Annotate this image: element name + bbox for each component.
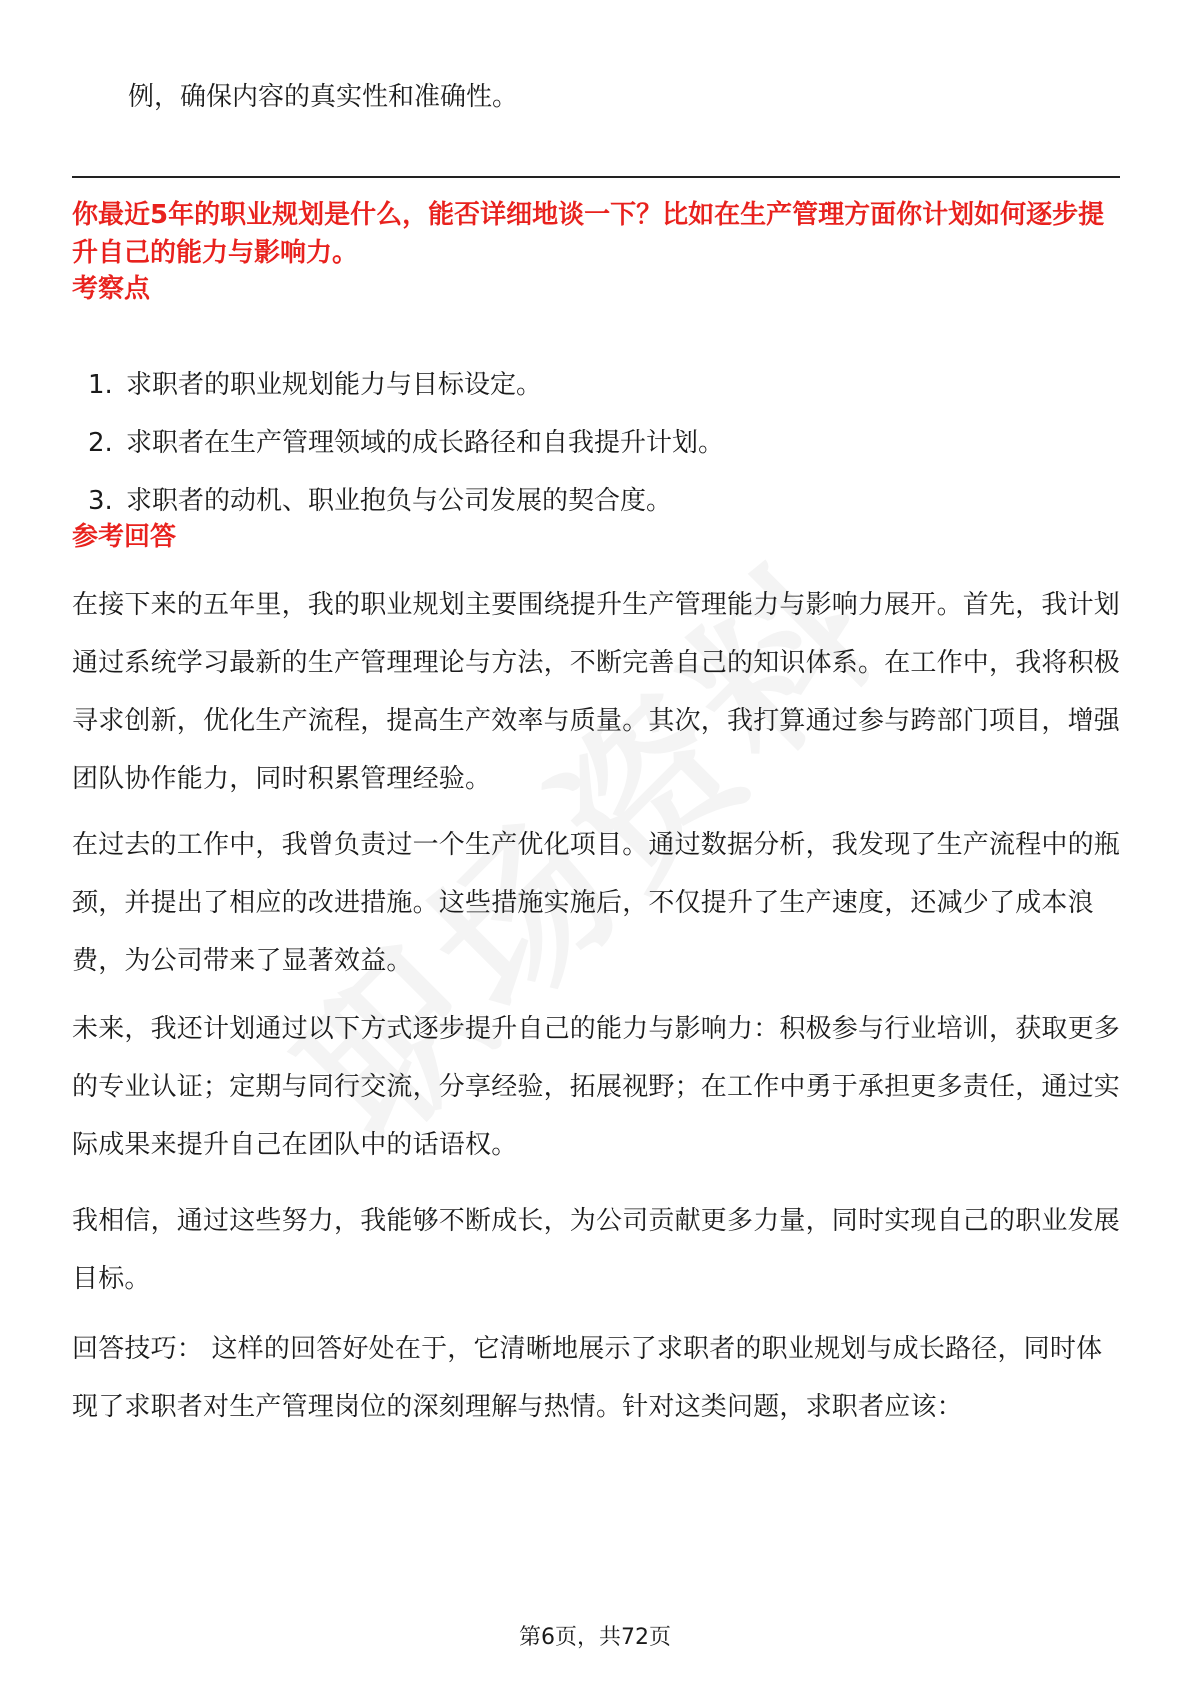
answer-title: 参考回答 xyxy=(72,522,177,552)
answer-paragraph-2: 在过去的工作中，我曾负责过一个生产优化项目。通过数据分析，我发现了生产流程中的瓶颈，并提出了相应的改进措施。这些措施实施后，不仅提升了生产速度，还减少了成本浪费，为公司带来了显著效益。 xyxy=(72,830,1121,976)
points-list xyxy=(88,365,1088,539)
list-text: 求职者的职业规划能力与目标设定。 xyxy=(126,370,543,400)
carry-over-text: 例，确保内容的真实性和准确性。 xyxy=(128,82,519,112)
list-number: 3. xyxy=(88,486,113,516)
tips-paragraph: 回答技巧： 这样的回答好处在于，它清晰地展示了求职者的职业规划与成长路径，同时体现了求职者对生产管理岗位的深刻理解与热情。针对这类问题，求职者应该： xyxy=(72,1334,1103,1422)
list-text: 求职者在生产管理领域的成长路径和自我提升计划。 xyxy=(126,428,725,458)
divider xyxy=(72,176,1120,178)
list-text: 求职者的动机、职业抱负与公司发展的契合度。 xyxy=(126,486,673,516)
list-item xyxy=(88,365,1088,423)
answer-paragraph-3: 未来，我还计划通过以下方式逐步提升自己的能力与影响力：积极参与行业培训，获取更多的专业认证；定期与同行交流，分享经验，拓展视野；在工作中勇于承担更多责任，通过实际成果来提升自己在团队中的话语权。 xyxy=(72,1014,1121,1160)
points-title: 考察点 xyxy=(72,274,151,304)
page-number: 第6页，共72页 xyxy=(519,1625,671,1650)
list-item xyxy=(88,423,1088,481)
list-item xyxy=(88,481,1088,539)
answer-paragraph-1: 在接下来的五年里，我的职业规划主要围绕提升生产管理能力与影响力展开。首先，我计划通过系统学习最新的生产管理理论与方法，不断完善自己的知识体系。在工作中，我将积极寻求创新，优化生产流程，提高生产效率与质量。其次，我打算通过参与跨部门项目，增强团队协作能力，同时积累管理经验。 xyxy=(72,590,1121,794)
question-heading: 你最近5年的职业规划是什么，能否详细地谈一下？比如在生产管理方面你计划如何逐步提升自己的能力与影响力。 xyxy=(72,200,1105,268)
list-number: 1. xyxy=(88,370,113,400)
answer-paragraph-4: 我相信，通过这些努力，我能够不断成长，为公司贡献更多力量，同时实现自己的职业发展目标。 xyxy=(72,1206,1121,1294)
list-number: 2. xyxy=(88,428,113,458)
